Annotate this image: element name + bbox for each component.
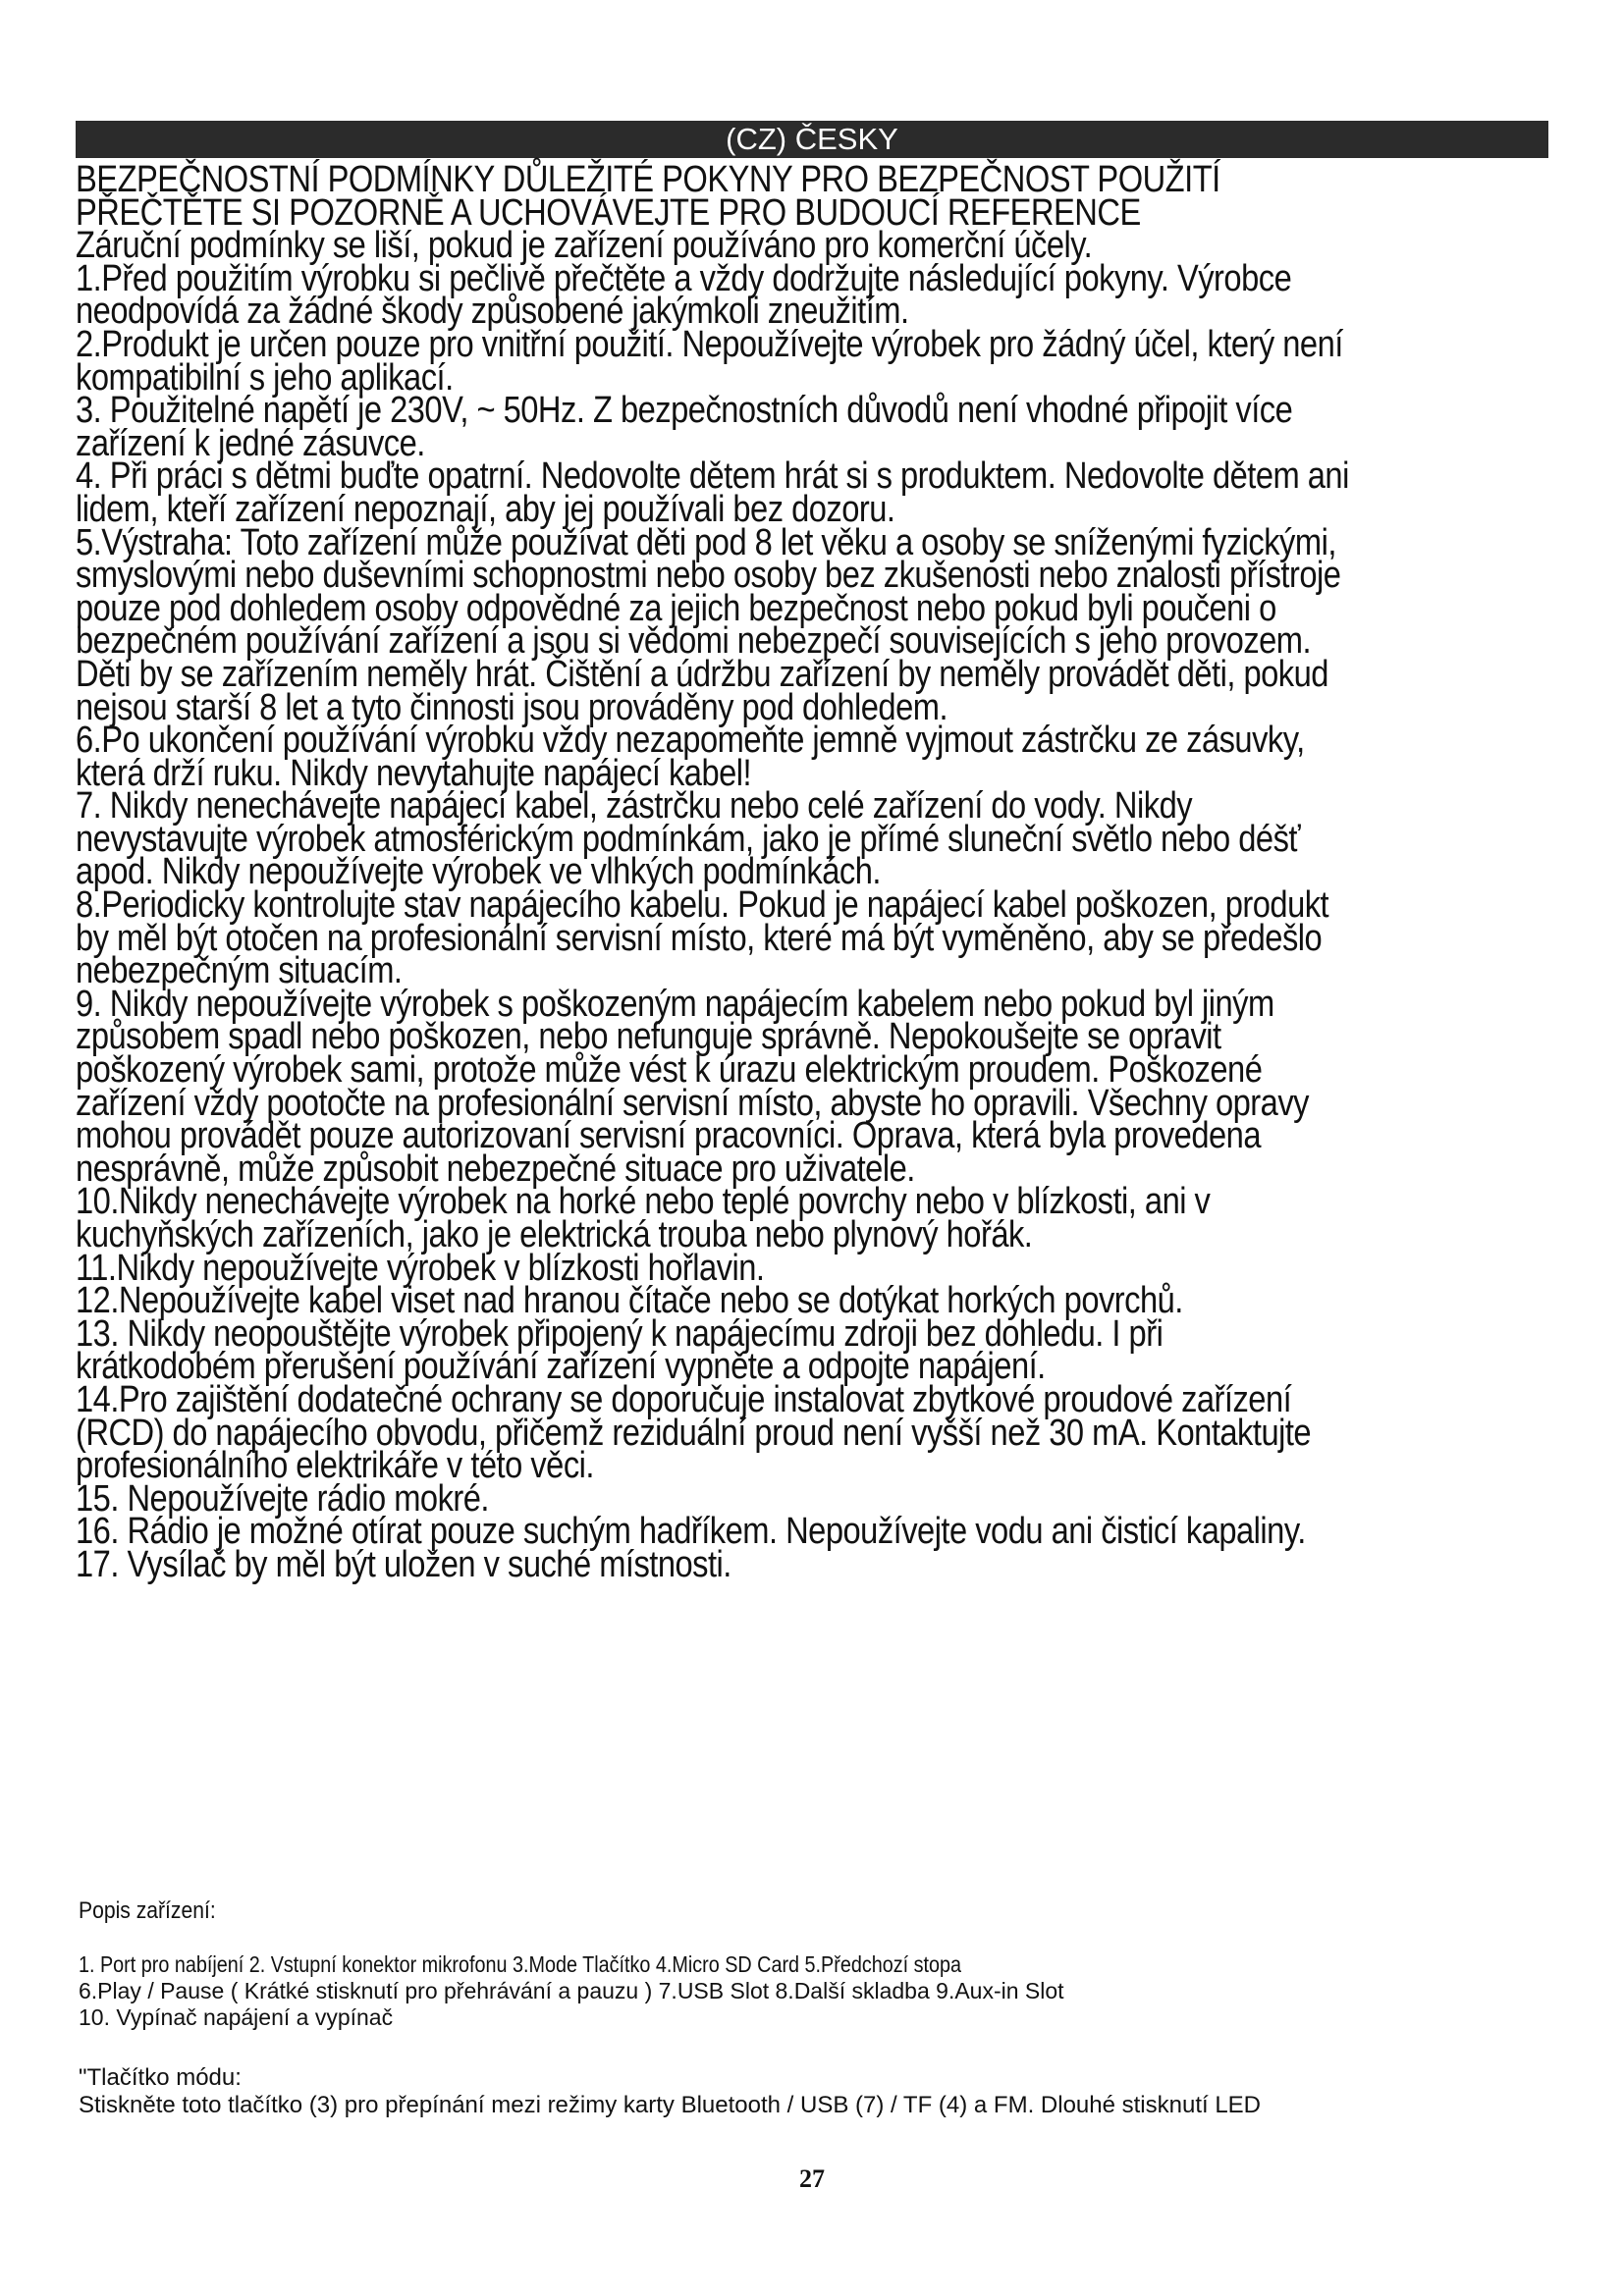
instruction-line: lidem, kteří zařízení nepoznají, aby jej používali bez dozoru. bbox=[76, 488, 895, 530]
instruction-line: profesionálního elektrikáře v této věci. bbox=[76, 1445, 594, 1487]
device-description-title: Popis zařízení: bbox=[79, 1897, 216, 1924]
parts-list-line: 6.Play / Pause ( Krátké stisknutí pro přehrávání a pauzu ) 7.USB Slot 8.Další skladba 9.Aux-in Slot bbox=[79, 1978, 1064, 2003]
instruction-line: Záruční podmínky se liší, pokud je zařízení používáno pro komerční účely. bbox=[76, 225, 1093, 267]
instruction-line: nevystavujte výrobek atmosférickým podmínkám, jako je přímé sluneční světlo nebo déšť bbox=[76, 818, 1301, 860]
instruction-line: 16. Rádio je možné otírat pouze suchým hadříkem. Nepoužívejte vodu ani čisticí kapaliny. bbox=[76, 1511, 1306, 1553]
instruction-line: BEZPEČNOSTNÍ PODMÍNKY DŮLEŽITÉ POKYNY PRO BEZPEČNOST POUŽITÍ bbox=[76, 159, 1220, 200]
instruction-line: poškozený výrobek sami, protože může vést k úrazu elektrickým proudem. Poškozené bbox=[76, 1049, 1263, 1092]
parts-list-line: 10. Vypínač napájení a vypínač bbox=[79, 2004, 394, 2030]
instruction-line: nejsou starší 8 let a tyto činnosti jsou prováděny pod dohledem. bbox=[76, 686, 948, 728]
instruction-line: 15. Nepoužívejte rádio mokré. bbox=[76, 1477, 490, 1520]
instruction-line: bezpečném používání zařízení a jsou si vědomi nebezpečí souvisejících s jeho provozem. bbox=[76, 620, 1312, 663]
instruction-line: neodpovídá za žádné škody způsobené jakýmkoli zneužitím. bbox=[76, 291, 909, 333]
manual-page bbox=[76, 121, 1548, 1585]
instruction-line: 10.Nikdy nenechávejte výrobek na horké nebo teplé povrchy nebo v blízkosti, ani v bbox=[76, 1181, 1211, 1223]
instruction-line: která drží ruku. Nikdy nevytahujte napájecí kabel! bbox=[76, 752, 752, 794]
device-description-section bbox=[79, 1896, 1551, 2119]
instruction-line: 17. Vysílač by měl být uložen v suché místnosti. bbox=[76, 1543, 731, 1585]
instruction-line: mohou provádět pouze autorizovaní servisní pracovníci. Oprava, která byla provedena bbox=[76, 1115, 1261, 1157]
instruction-line: 5.Výstraha: Toto zařízení může používat děti pod 8 let věku a osoby se sníženými fyzickými, bbox=[76, 521, 1336, 563]
instruction-line: 4. Při práci s dětmi buďte opatrní. Nedovolte dětem hrát si s produktem. Nedovolte dětem ani bbox=[76, 455, 1349, 498]
instruction-line: kuchyňských zařízeních, jako je elektrická trouba nebo plynový hořák. bbox=[76, 1214, 1033, 1255]
instruction-line: 14.Pro zajištění dodatečné ochrany se doporučuje instalovat zbytkové proudové zařízení bbox=[76, 1378, 1292, 1420]
instruction-line: zařízení k jedné zásuvce. bbox=[76, 422, 425, 464]
instruction-line: 2.Produkt je určen pouze pro vnitřní použití. Nepoužívejte výrobek pro žádný účel, který není bbox=[76, 323, 1343, 365]
instruction-line: by měl být otočen na profesionální servisní místo, které má být vyměněno, aby se předešlo bbox=[76, 917, 1323, 959]
instruction-line: smyslovými nebo duševními schopnostmi nebo osoby bez zkušenosti nebo znalosti přístroje bbox=[76, 555, 1341, 597]
instruction-line: (RCD) do napájecího obvodu, přičemž reziduální proud není vyšší než 30 mA. Kontaktujte bbox=[76, 1412, 1312, 1454]
instruction-line: krátkodobém přerušení používání zařízení vypněte a odpojte napájení. bbox=[76, 1346, 1046, 1388]
parts-list bbox=[79, 1951, 1551, 2031]
mode-button-heading: "Tlačítko módu: bbox=[79, 2064, 242, 2091]
instruction-line: 6.Po ukončení používání výrobku vždy nezapomeňte jemně vyjmout zástrčku ze zásuvky, bbox=[76, 720, 1305, 762]
instruction-line: 12.Nepoužívejte kabel viset nad hranou čítače nebo se dotýkat horkých povrchů. bbox=[76, 1280, 1183, 1322]
instruction-line: PŘEČTĚTE SI POZORNĚ A UCHOVÁVEJTE PRO BUDOUCÍ REFERENCE bbox=[76, 191, 1141, 234]
instruction-line: 1.Před použitím výrobku si pečlivě přečtěte a vždy dodržujte následující pokyny. Výrobce bbox=[76, 257, 1292, 299]
instruction-line: 13. Nikdy neopouštějte výrobek připojený k napájecímu zdroji bez dohledu. I při bbox=[76, 1312, 1164, 1355]
instruction-line: kompatibilní s jeho aplikací. bbox=[76, 356, 454, 399]
instruction-line: apod. Nikdy nepoužívejte výrobek ve vlhkých podmínkách. bbox=[76, 851, 881, 893]
instruction-line: nesprávně, může způsobit nebezpečné situace pro uživatele. bbox=[76, 1148, 915, 1190]
parts-list-line: 1. Port pro nabíjení 2. Vstupní konektor mikrofonu 3.Mode Tlačítko 4.Micro SD Card 5.Předchozí stopa bbox=[79, 1951, 961, 1977]
instruction-line: Děti by se zařízením neměly hrát. Čištění a údržbu zařízení by neměly provádět děti, pokud bbox=[76, 653, 1328, 695]
instruction-line: pouze pod dohledem osoby odpovědné za jejich bezpečnost nebo pokud byli poučeni o bbox=[76, 587, 1276, 629]
instruction-line: nebezpečným situacím. bbox=[76, 950, 403, 992]
mode-button-text: Stiskněte toto tlačítko (3) pro přepínání mezi režimy karty Bluetooth / USB (7) / TF (4) a FM. Dlouhé stisknutí LED bbox=[79, 2092, 1262, 2118]
instruction-line: 9. Nikdy nepoužívejte výrobek s poškozeným napájecím kabelem nebo pokud byl jiným bbox=[76, 983, 1274, 1025]
instruction-line: 3. Použitelné napětí je 230V, ~ 50Hz. Z bezpečnostních důvodů není vhodné připojit více bbox=[76, 390, 1293, 432]
instruction-line: způsobem spadl nebo poškozen, nebo nefunguje správně. Nepokoušejte se opravit bbox=[76, 1016, 1221, 1058]
instruction-line: 11.Nikdy nepoužívejte výrobek v blízkosti hořlavin. bbox=[76, 1247, 765, 1289]
page-number: 27 bbox=[799, 2164, 825, 2193]
instruction-line: 7. Nikdy nenechávejte napájecí kabel, zástrčku nebo celé zařízení do vody. Nikdy bbox=[76, 785, 1193, 828]
safety-instructions-lines bbox=[76, 159, 1548, 1585]
instruction-line: 8.Periodicky kontrolujte stav napájecího kabelu. Pokud je napájecí kabel poškozen, produkt bbox=[76, 884, 1329, 927]
safety-instructions bbox=[76, 159, 1548, 1585]
instruction-line: zařízení vždy pootočte na profesionální servisní místo, abyste ho opravili. Všechny opravy bbox=[76, 1082, 1309, 1124]
language-header-bar: (CZ) ČESKY bbox=[76, 121, 1548, 158]
mode-button-section bbox=[79, 2064, 1551, 2119]
